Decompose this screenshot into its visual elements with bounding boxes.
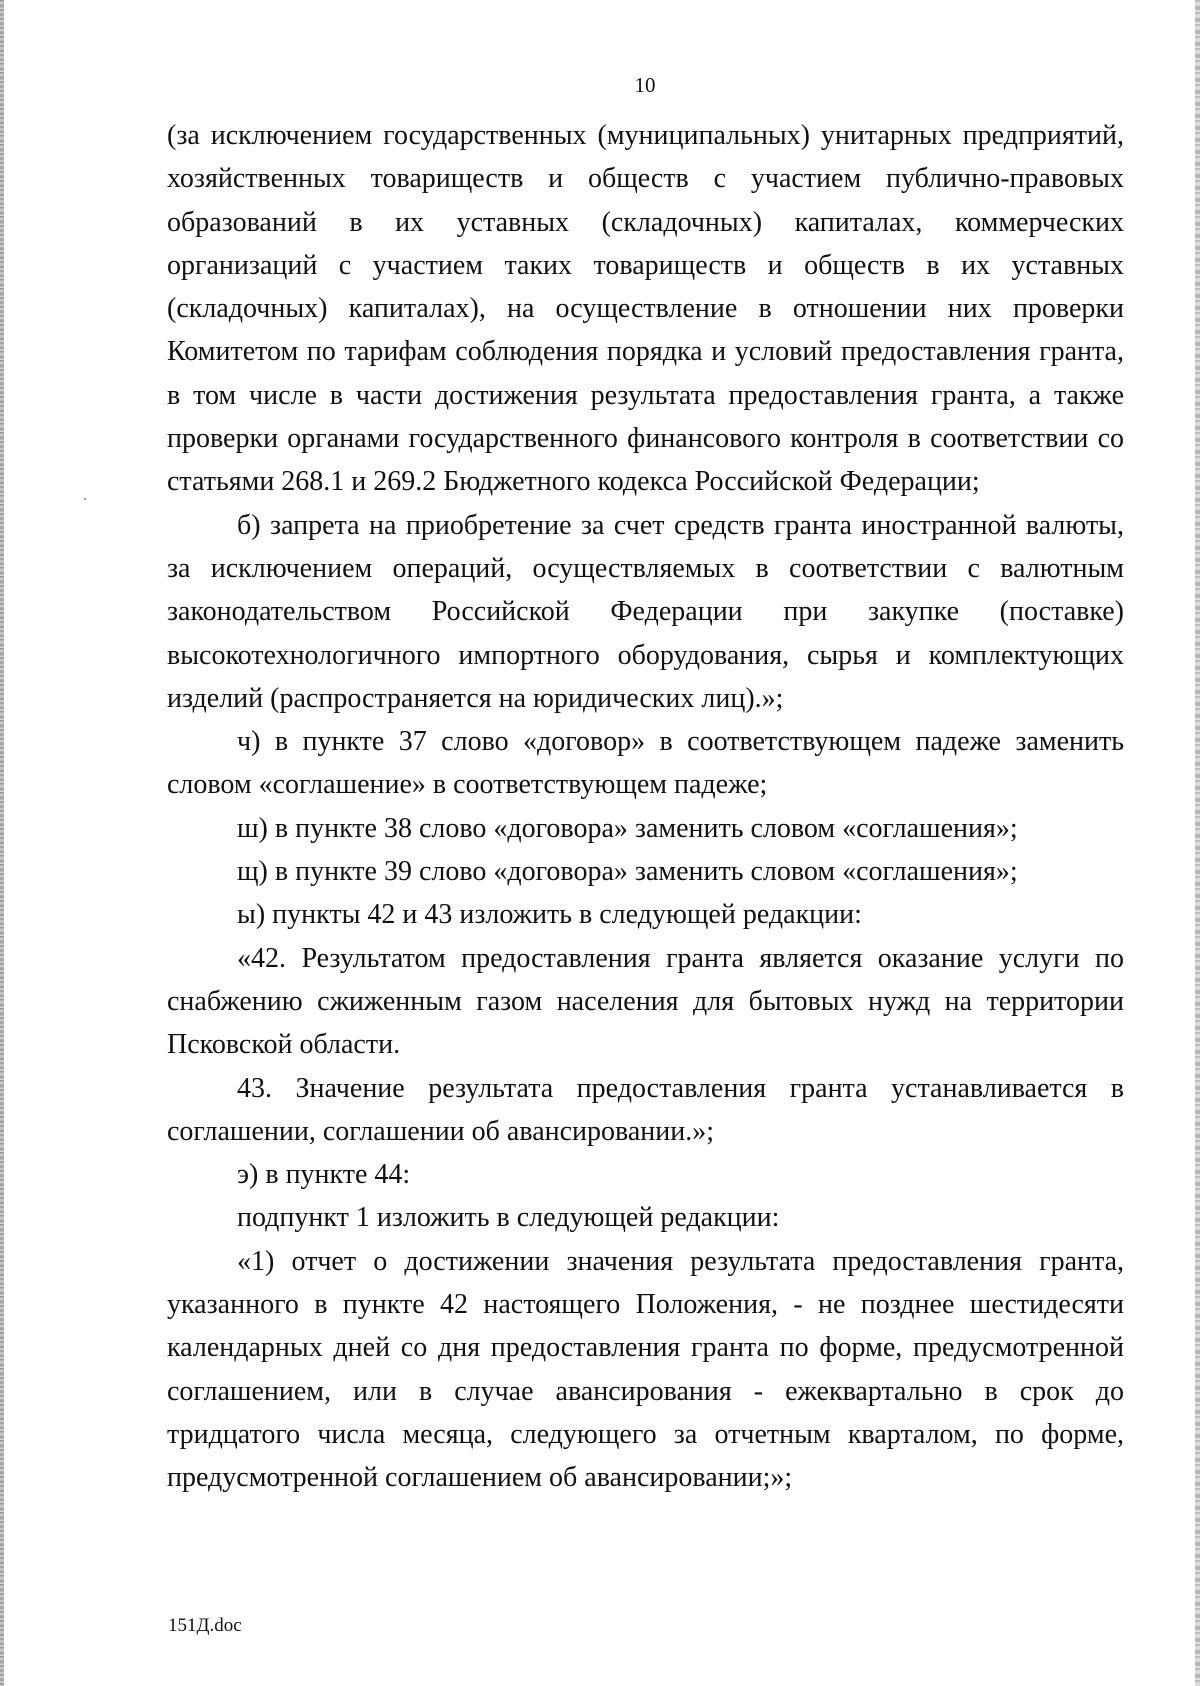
footer-filename: 151Д.doc: [168, 1615, 242, 1636]
scan-edge-right: [1195, 0, 1200, 1686]
paragraph-item-ch: ч) в пункте 37 слово «договор» в соответствующем падеже заменить словом «соглашение» в соответствующем падеже;: [167, 726, 1124, 801]
document-body: [167, 114, 1124, 1500]
paragraph-item-shch: щ) в пункте 39 слово «договора» заменить словом «соглашения»;: [237, 856, 1018, 888]
scan-speck: [84, 498, 86, 500]
paragraph-subpoint-1: «1) отчет о достижении значения результата предоставления гранта, указанного в пункте 42 настоящего Положения, - не позднее шестидесяти календарных дней со дня предоставления гранта по форме, предусмотренной соглашением, или в случае авансирования - ежеквартально в срок до тридцатого числа месяца, следующего за отчетным кварталом, по форме, предусмотренной соглашением об авансировании;»;: [167, 1245, 1124, 1494]
paragraph-point-42: «42. Результатом предоставления гранта является оказание услуги по снабжению сжиженным газом населения для бытовых нужд на территории Псковской области.: [167, 942, 1124, 1061]
paragraph-subpoint-intro: подпункт 1 изложить в следующей редакции:: [237, 1202, 780, 1234]
paragraph-item-y: ы) пункты 42 и 43 изложить в следующей редакции:: [237, 899, 862, 931]
paragraph-item-e: э) в пункте 44:: [237, 1159, 411, 1191]
paragraph-item-sh: ш) в пункте 38 слово «договора» заменить словом «соглашения»;: [237, 812, 1018, 844]
paragraph-point-43: 43. Значение результата предоставления гранта устанавливается в соглашении, соглашении об авансировании.»;: [167, 1072, 1124, 1147]
paragraph-item-b: б) запрета на приобретение за счет средств гранта иностранной валюты, за исключением операций, осуществляемых в соответствии с валютным законодательством Российской Федерации при закупке (поставке) высокотехнологичного импортного оборудования, сырья и комплектующих изделий (распространяется на юридических лиц).»;: [167, 509, 1124, 714]
paragraph-continuation: (за исключением государственных (муниципальных) унитарных предприятий, хозяйственных товариществ и обществ с участием публично-правовых образований в их уставных (складочных) капиталах, коммерческих организаций с участием таких товариществ и обществ в их уставных (складочных) капиталах), на осуществление в отношении них проверки Комитетом по тарифам соблюдения порядка и условий предоставления гранта, в том числе в части достижения результата предоставления гранта, а также проверки органами государственного финансового контроля в соответствии со статьями 268.1 и 269.2 Бюджетного кодекса Российской Федерации;: [167, 120, 1124, 498]
page-number: 10: [634, 73, 656, 97]
scan-edge-left: [0, 0, 4, 1686]
